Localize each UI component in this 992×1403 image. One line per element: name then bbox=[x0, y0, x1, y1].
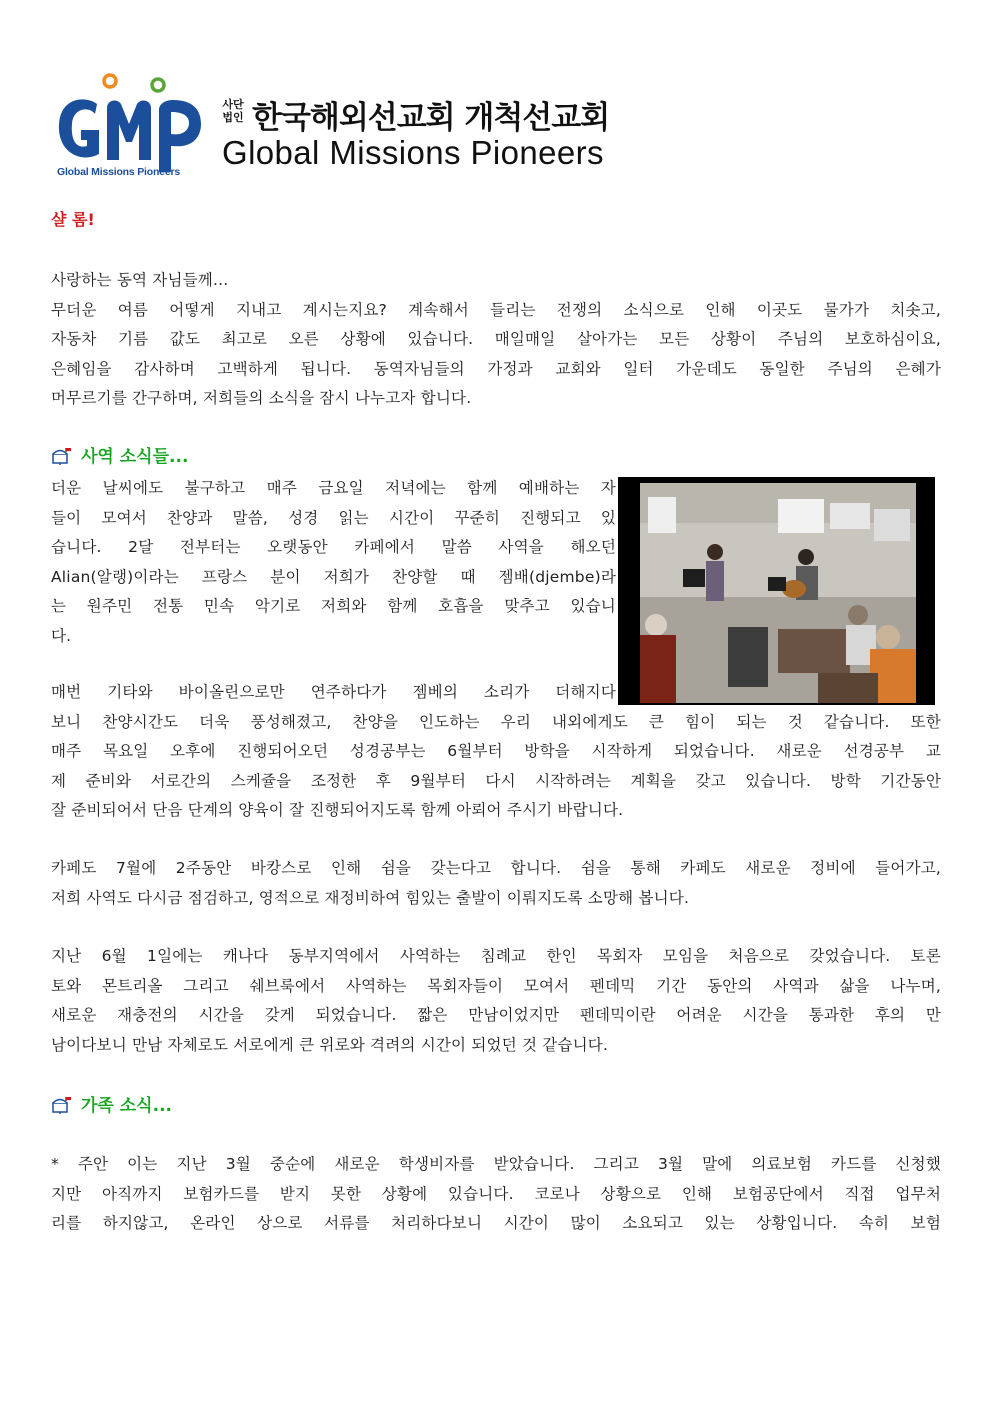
text-line: 더운 날씨에도 불구하고 매주 금요일 저녁에는 함께 예배하는 자 bbox=[51, 479, 616, 497]
intro-paragraph bbox=[51, 266, 941, 414]
text-line: 습니다. 2달 전부터는 오랫동안 카페에서 말씀 사역을 해오던 bbox=[51, 538, 616, 556]
section-heading-ministry bbox=[51, 442, 188, 470]
ministry-paragraph-3 bbox=[51, 854, 941, 913]
org-name-english: Global Missions Pioneers bbox=[222, 134, 604, 171]
section-heading-family bbox=[51, 1091, 172, 1119]
text-line: 지만 아직까지 보험카드를 받지 못한 상황에 있습니다. 코로나 상황으로 인해 보험공단에서 직접 업무처 bbox=[51, 1184, 941, 1203]
text-line: 는 원주민 전통 민속 악기로 저희와 함께 호흡을 맞추고 있습니 bbox=[51, 597, 616, 615]
text-line: 매번 기타와 바이올린으로만 연주하다가 젬베의 소리가 더해지다 bbox=[51, 683, 616, 701]
text-line: 지난 6월 1일에는 캐나다 동부지역에서 사역하는 침례교 한인 목회자 모임을 처음으로 갖었습니다. 토론 bbox=[51, 947, 941, 965]
section-title: 가족 소식... bbox=[81, 1096, 172, 1116]
ministry-paragraph-2 bbox=[51, 678, 941, 826]
text-line: 보니 찬양시간도 더욱 풍성해졌고, 찬양을 인도하는 우리 내외에게도 큰 힘이 되는 것 같습니다. 또한 bbox=[51, 712, 941, 731]
org-name-korean: 한국해외선교회 개척선교회 bbox=[252, 100, 610, 136]
text-line: 무더운 여름 어떻게 지내고 계시는지요? 계속해서 들리는 전쟁의 소식으로 인해 이곳도 물가가 치솟고, bbox=[51, 300, 941, 319]
org-prefix: 사단법인 bbox=[222, 98, 244, 124]
text-line: 자동차 기름 값도 최고로 오른 상황에 있습니다. 매일매일 살아가는 모든 상황이 주님의 보호하심이요, bbox=[51, 330, 941, 348]
text-line: 다. bbox=[51, 626, 72, 645]
text-line: 머무르기를 간구하며, 저희들의 소식을 잠시 나누고자 합니다. bbox=[51, 389, 472, 407]
greeting: 샬 롬! bbox=[51, 210, 95, 229]
text-line: * 주안 이는 지난 3월 중순에 새로운 학생비자를 받았습니다. 그리고 3월 말에 의료보험 카드를 신청했 bbox=[51, 1155, 941, 1173]
text-line: 제 준비와 서로간의 스케쥴을 조정한 후 9월부터 다시 시작하려는 계획을 갖고 있습니다. 방학 기간동안 bbox=[51, 771, 941, 790]
logo-subtitle: Global Missions Pioneers bbox=[57, 166, 180, 178]
ministry-paragraph-4 bbox=[51, 942, 941, 1060]
text-line: 매주 목요일 오후에 진행되어오던 성경공부는 6월부터 방학을 시작하게 되었습니다. 새로운 선경공부 교 bbox=[51, 742, 941, 760]
text-line: Alian(알랭)이라는 프랑스 분이 저희가 찬양할 때 젬배(djembe)라 bbox=[51, 567, 616, 586]
text-line: 남이다보니 만남 자체로도 서로에게 큰 위로와 격려의 시간이 되었던 것 같습니다. bbox=[51, 1035, 609, 1054]
text-line: 저희 사역도 다시금 점검하고, 영적으로 재정비하여 힘있는 출발이 이뤄지도록 소망해 봅니다. bbox=[51, 888, 690, 907]
text-line: 사랑하는 동역 자님들께... bbox=[51, 271, 229, 289]
text-line: 리를 하지않고, 온라인 상으로 서류를 처리하다보니 시간이 많이 소요되고 있는 상황입니다. 속히 보험 bbox=[51, 1214, 941, 1232]
worship-photo bbox=[618, 477, 935, 705]
text-line: 은혜임을 감사하며 고백하게 됩니다. 동역자님들의 가정과 교회와 일터 가운데도 동일한 주님의 은혜가 bbox=[51, 359, 941, 378]
ministry-paragraph-1 bbox=[51, 474, 616, 651]
text-line: 들이 모여서 찬양과 말씀, 성경 읽는 시간이 꾸준히 진행되고 있 bbox=[51, 508, 616, 527]
family-paragraph-1 bbox=[51, 1150, 941, 1239]
text-line: 토와 몬트리올 그리고 쉐브룩에서 사역하는 목회자들이 모여서 펜데믹 기간 동안의 사역과 삶을 나누며, bbox=[51, 976, 941, 995]
mailbox-icon bbox=[51, 1096, 73, 1119]
text-line: 카페도 7월에 2주동안 바캉스로 인해 쉼을 갖는다고 합니다. 쉼을 통해 카페도 새로운 정비에 들어가고, bbox=[51, 859, 941, 877]
text-line: 잘 준비되어서 단음 단계의 양육이 잘 진행되어지도록 함께 아뢰어 주시기 바랍니다. bbox=[51, 801, 624, 819]
mailbox-icon bbox=[51, 447, 73, 470]
section-title: 사역 소식들... bbox=[81, 447, 189, 467]
text-line: 새로운 재충전의 시간을 갖게 되었습니다. 짧은 만남이었지만 펜데믹이란 어려운 시간을 통과한 후의 만 bbox=[51, 1006, 941, 1024]
